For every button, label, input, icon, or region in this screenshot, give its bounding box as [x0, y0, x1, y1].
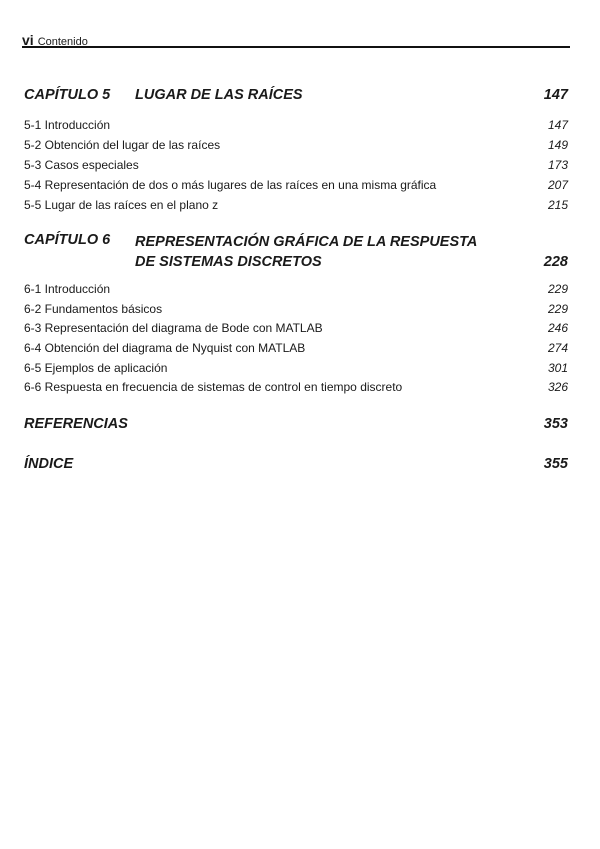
- entry-label: 5-3 Casos especiales: [24, 158, 139, 172]
- entry-label: 6-6 Respuesta en frecuencia de sistemas de control en tiempo discreto: [24, 380, 403, 394]
- entry-page: 229: [547, 302, 568, 316]
- toc-entry: [24, 321, 568, 335]
- chapter-5-title: LUGAR DE LAS RAÍCES: [135, 87, 303, 103]
- indice-title: ÍNDICE: [24, 456, 74, 472]
- chapter-6-page: 228: [543, 254, 568, 270]
- referencias-page: 353: [543, 416, 568, 432]
- entry-page: 147: [547, 118, 568, 132]
- entry-label: 6-5 Ejemplos de aplicación: [24, 361, 168, 375]
- chapter-5-page: 147: [543, 87, 568, 103]
- entry-page: 207: [547, 178, 568, 192]
- referencias-title: REFERENCIAS: [24, 416, 128, 432]
- entry-page: 173: [547, 158, 568, 172]
- entry-label: 5-2 Obtención del lugar de las raíces: [24, 138, 221, 152]
- toc-entry: [24, 198, 568, 212]
- entry-page: 215: [547, 198, 568, 212]
- entry-label: 5-4 Representación de dos o más lugares de las raíces en una misma gráfica: [24, 178, 437, 192]
- entry-label: 6-1 Introducción: [24, 282, 111, 296]
- entry-page: 274: [547, 341, 568, 355]
- chapter-6-title-line1: REPRESENTACIÓN GRÁFICA DE LA RESPUESTA: [135, 234, 478, 250]
- entry-page: 149: [547, 138, 568, 152]
- toc-entry: [24, 178, 568, 192]
- header-label: Contenido: [37, 36, 88, 48]
- chapter-5-heading: [24, 87, 568, 103]
- toc-entry: [24, 118, 568, 132]
- entry-page: 301: [547, 361, 568, 375]
- toc-entry: [24, 302, 568, 316]
- chapter-6-title-line2: DE SISTEMAS DISCRETOS: [135, 254, 322, 270]
- toc-entry: [24, 138, 568, 152]
- toc-entry: [24, 282, 568, 296]
- page-number-roman: vi: [22, 32, 34, 48]
- entry-label: 6-3 Representación del diagrama de Bode con MATLAB: [24, 321, 323, 335]
- chapter-6-number: CAPÍTULO 6: [24, 232, 111, 248]
- entry-page: 326: [547, 380, 568, 394]
- chapter-6-heading: [24, 232, 568, 272]
- entry-label: 6-2 Fundamentos básicos: [24, 302, 163, 316]
- indice-heading: [24, 456, 568, 472]
- referencias-heading: [24, 416, 568, 432]
- indice-page: 355: [543, 456, 568, 472]
- entry-label: 6-4 Obtención del diagrama de Nyquist con MATLAB: [24, 341, 306, 355]
- chapter-5-number: CAPÍTULO 5: [24, 87, 111, 103]
- toc-entry: [24, 361, 568, 375]
- entry-label: 5-5 Lugar de las raíces en el plano z: [24, 198, 219, 212]
- toc-entry: [24, 158, 568, 172]
- entry-page: 229: [547, 282, 568, 296]
- header-rule: [22, 46, 570, 48]
- toc-entry: [24, 380, 568, 394]
- entry-page: 246: [547, 321, 568, 335]
- toc-entry: [24, 341, 568, 355]
- entry-label: 5-1 Introducción: [24, 118, 111, 132]
